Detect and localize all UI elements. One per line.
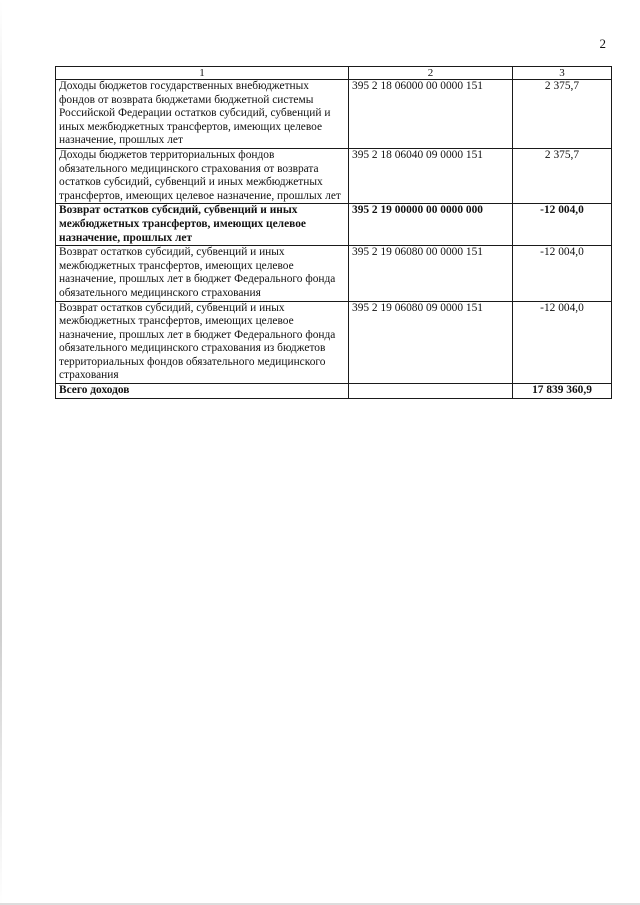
- row-name: Возврат остатков субсидий, субвенций и иных межбюджетных трансфертов, имеющих целевое назначение, прошлых лет в бюджет Федерального фонда обязательного медицинского страхования из бюджетов территориальных фондов обязательного медицинского страхования: [56, 301, 349, 384]
- row-amount: 2 375,7: [513, 148, 612, 203]
- row-amount: -12 004,0: [513, 204, 612, 246]
- row-amount: -12 004,0: [513, 246, 612, 301]
- column-header-3: 3: [513, 67, 612, 80]
- row-code: 395 2 18 06000 00 0000 151: [349, 80, 513, 149]
- table-row: [56, 148, 612, 203]
- total-amount: 17 839 360,9: [513, 384, 612, 399]
- row-code: 395 2 19 06080 09 0000 151: [349, 301, 513, 384]
- row-code: 395 2 19 00000 00 0000 000: [349, 204, 513, 246]
- column-header-2: 2: [349, 67, 513, 80]
- table-row: [56, 301, 612, 384]
- row-name: Доходы бюджетов территориальных фондов обязательного медицинского страхования от возврата остатков субсидий, субвенций и иных межбюджетных трансфертов, имеющих целевое назначение, прошлых лет: [56, 148, 349, 203]
- revenue-table: [55, 66, 612, 399]
- row-amount: -12 004,0: [513, 301, 612, 384]
- row-code: 395 2 19 06080 00 0000 151: [349, 246, 513, 301]
- total-label: Всего доходов: [56, 384, 349, 399]
- table-header-row: [56, 67, 612, 80]
- column-header-1: 1: [56, 67, 349, 80]
- row-amount: 2 375,7: [513, 80, 612, 149]
- total-row: [56, 384, 612, 399]
- row-name: Доходы бюджетов государственных внебюджетных фондов от возврата бюджетами бюджетной системы Российской Федерации остатков субсидий, субвенций и иных межбюджетных трансфертов, имеющих целевое назначение, прошлых лет: [56, 80, 349, 149]
- table-row-section: [56, 204, 612, 246]
- row-name: Возврат остатков субсидий, субвенций и иных межбюджетных трансфертов, имеющих целевое назначение, прошлых лет в бюджет Федерального фонда обязательного медицинского страхования: [56, 246, 349, 301]
- scan-edge-left: [0, 0, 2, 905]
- total-code: [349, 384, 513, 399]
- table-row: [56, 80, 612, 149]
- table-row: [56, 246, 612, 301]
- page-number: 2: [599, 36, 606, 51]
- row-name: Возврат остатков субсидий, субвенций и иных межбюджетных трансфертов, имеющих целевое назначение, прошлых лет: [56, 204, 349, 246]
- row-code: 395 2 18 06040 09 0000 151: [349, 148, 513, 203]
